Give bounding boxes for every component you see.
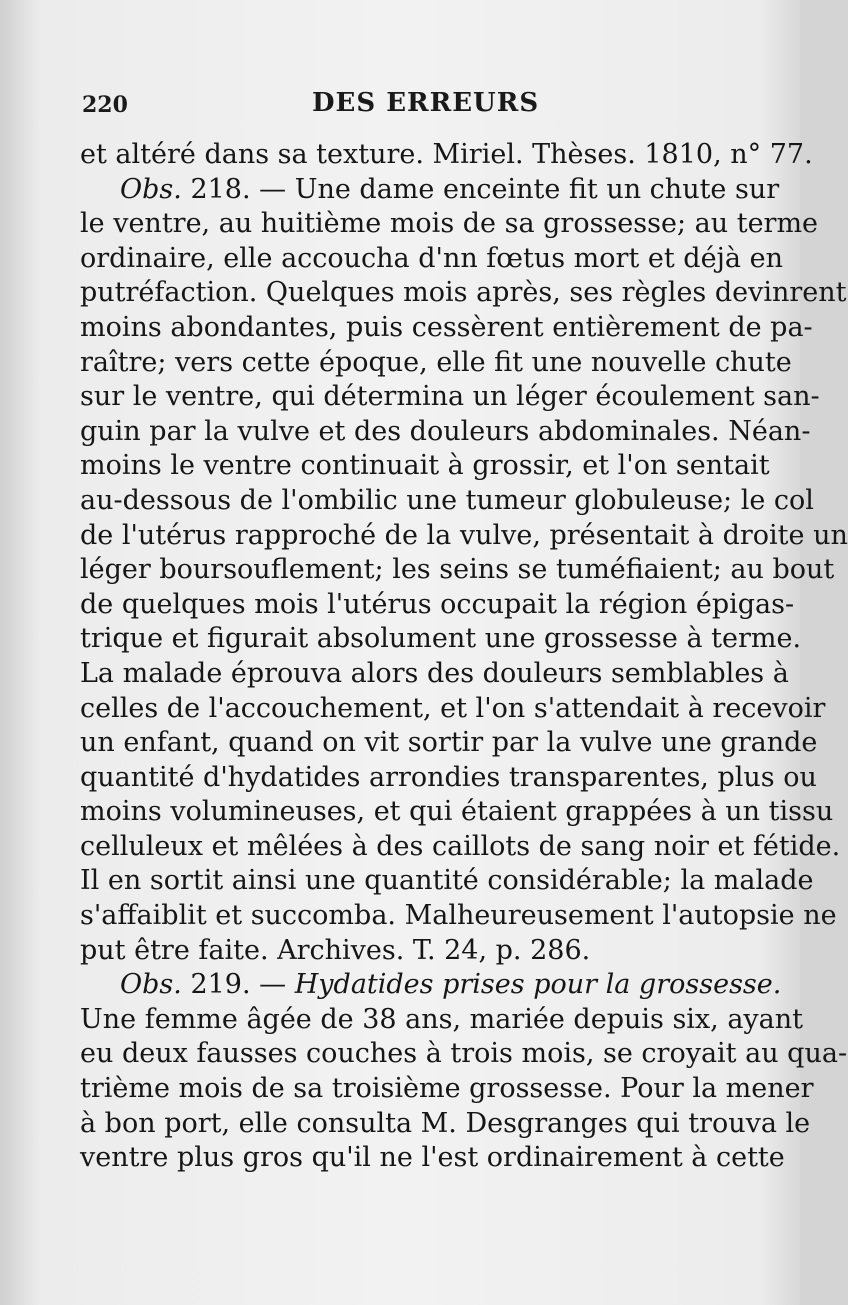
text-line: raître; vers cette époque, elle fit une nouvelle chute	[80, 346, 792, 378]
text-line: s'affaiblit et succomba. Malheureusement l'autopsie ne	[80, 900, 837, 932]
text-line: put être faite. Archives. T. 24, p. 286.	[80, 934, 591, 966]
text-line: à bon port, elle consulta M. Desgranges qui trouva le	[80, 1107, 811, 1139]
text-line: trique et figurait absolument une grossesse à terme.	[80, 623, 802, 655]
obs-label: Obs.	[120, 173, 182, 205]
text-line: de quelques mois l'utérus occupait la région épigas-	[80, 588, 795, 620]
body-text	[80, 138, 848, 1176]
text-line: léger boursouflement; les seins se tuméfiaient; au bout	[80, 554, 835, 586]
text-line: putréfaction. Quelques mois après, ses règles devinrent	[80, 277, 847, 309]
text-line: Obs. 219. — Hydatides prises pour la grossesse.	[120, 969, 782, 1001]
text-line: Il en sortit ainsi une quantité considérable; la malade	[80, 865, 814, 897]
text-line: le ventre, au huitième mois de sa grossesse; au terme	[80, 208, 819, 240]
text-line: et altéré dans sa texture. Miriel. Thèses. 1810, n° 77.	[80, 139, 813, 170]
obs-label: Obs.	[120, 969, 182, 1001]
text-line: guin par la vulve et des douleurs abdominales. Néan-	[80, 415, 811, 447]
text-line: moins volumineuses, et qui étaient grappées à un tissu	[80, 796, 834, 828]
observation-title: Hydatides prises pour la grossesse.	[294, 969, 782, 1001]
text-line: un enfant, quand on vit sortir par la vulve une grande	[80, 727, 818, 759]
page-header	[82, 88, 742, 128]
page-number: 220	[82, 92, 128, 118]
text-line: ventre plus gros qu'il ne l'est ordinairement à cette	[80, 1142, 785, 1174]
text-line: au-dessous de l'ombilic une tumeur globuleuse; le col	[80, 484, 814, 516]
text-line: celles de l'accouchement, et l'on s'attendait à recevoir	[80, 692, 826, 724]
text-line: Obs. 218. — Une dame enceinte fit un chute sur	[120, 173, 780, 205]
text-line: trième mois de sa troisième grossesse. Pour la mener	[80, 1073, 814, 1105]
text-line: ordinaire, elle accoucha d'nn fœtus mort et déjà en	[80, 242, 783, 274]
text-line: moins abondantes, puis cessèrent entièrement de pa-	[80, 311, 813, 343]
text-line: de l'utérus rapproché de la vulve, présentait à droite un	[80, 519, 848, 551]
text-line: quantité d'hydatides arrondies transparentes, plus ou	[80, 761, 817, 793]
running-title: DES ERREURS	[312, 88, 540, 118]
text-line: eu deux fausses couches à trois mois, se croyait au qua-	[80, 1038, 848, 1070]
text-line: Une femme âgée de 38 ans, mariée depuis six, ayant	[80, 1003, 804, 1035]
text-line: celluleux et mêlées à des caillots de sang noir et fétide.	[80, 830, 841, 862]
text-line: moins le ventre continuait à grossir, et l'on sentait	[80, 450, 770, 482]
text-line: sur le ventre, qui détermina un léger écoulement san-	[80, 381, 820, 413]
text-line: La malade éprouva alors des douleurs semblables à	[80, 657, 789, 689]
